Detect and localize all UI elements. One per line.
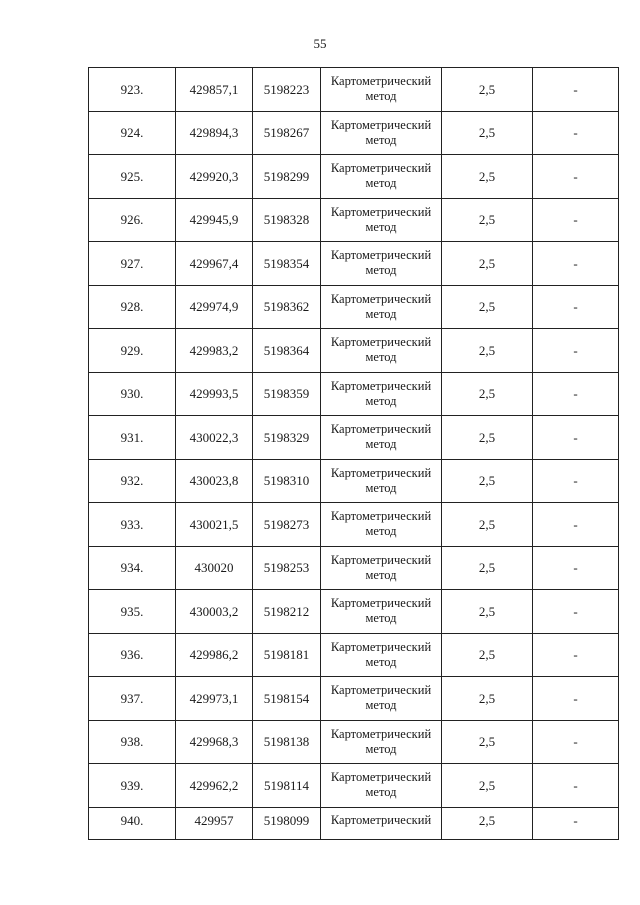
x-coordinate-cell: 429973,1 — [176, 677, 253, 721]
coordinates-table-body — [89, 68, 619, 840]
point-number-cell: 937. — [89, 677, 176, 721]
table-row — [89, 720, 619, 764]
x-coordinate-cell: 429945,9 — [176, 198, 253, 242]
point-number-cell: 933. — [89, 503, 176, 547]
x-coordinate-cell: 429986,2 — [176, 633, 253, 677]
y-coordinate-cell: 5198099 — [253, 807, 321, 839]
point-number-cell: 938. — [89, 720, 176, 764]
point-number-cell: 939. — [89, 764, 176, 808]
x-coordinate-cell: 429957 — [176, 807, 253, 839]
description-cell: - — [533, 677, 619, 721]
method-cell: Картометрический метод — [321, 590, 442, 634]
y-coordinate-cell: 5198329 — [253, 416, 321, 460]
accuracy-cell: 2,5 — [442, 198, 533, 242]
point-number-cell: 930. — [89, 372, 176, 416]
x-coordinate-cell: 429968,3 — [176, 720, 253, 764]
accuracy-cell: 2,5 — [442, 764, 533, 808]
y-coordinate-cell: 5198328 — [253, 198, 321, 242]
description-cell: - — [533, 590, 619, 634]
method-cell: Картометрический метод — [321, 111, 442, 155]
method-cell: Картометрический метод — [321, 155, 442, 199]
point-number-cell: 936. — [89, 633, 176, 677]
x-coordinate-cell: 430021,5 — [176, 503, 253, 547]
point-number-cell: 927. — [89, 242, 176, 286]
y-coordinate-cell: 5198138 — [253, 720, 321, 764]
point-number-cell: 928. — [89, 285, 176, 329]
point-number-cell: 935. — [89, 590, 176, 634]
y-coordinate-cell: 5198154 — [253, 677, 321, 721]
y-coordinate-cell: 5198212 — [253, 590, 321, 634]
x-coordinate-cell: 429974,9 — [176, 285, 253, 329]
table-row — [89, 807, 619, 839]
method-cell: Картометрический метод — [321, 764, 442, 808]
method-cell: Картометрический метод — [321, 198, 442, 242]
accuracy-cell: 2,5 — [442, 590, 533, 634]
description-cell: - — [533, 155, 619, 199]
x-coordinate-cell: 429920,3 — [176, 155, 253, 199]
description-cell: - — [533, 720, 619, 764]
y-coordinate-cell: 5198359 — [253, 372, 321, 416]
y-coordinate-cell: 5198267 — [253, 111, 321, 155]
y-coordinate-cell: 5198310 — [253, 459, 321, 503]
y-coordinate-cell: 5198299 — [253, 155, 321, 199]
method-cell: Картометрический метод — [321, 242, 442, 286]
accuracy-cell: 2,5 — [442, 329, 533, 373]
y-coordinate-cell: 5198364 — [253, 329, 321, 373]
table-row — [89, 546, 619, 590]
description-cell: - — [533, 242, 619, 286]
table-row — [89, 242, 619, 286]
accuracy-cell: 2,5 — [442, 677, 533, 721]
description-cell: - — [533, 285, 619, 329]
description-cell: - — [533, 68, 619, 112]
method-cell: Картометрический метод — [321, 329, 442, 373]
point-number-cell: 934. — [89, 546, 176, 590]
point-number-cell: 925. — [89, 155, 176, 199]
point-number-cell: 932. — [89, 459, 176, 503]
method-cell: Картометрический метод — [321, 677, 442, 721]
table-row — [89, 416, 619, 460]
accuracy-cell: 2,5 — [442, 807, 533, 839]
point-number-cell: 924. — [89, 111, 176, 155]
description-cell: - — [533, 807, 619, 839]
point-number-cell: 923. — [89, 68, 176, 112]
point-number-cell: 926. — [89, 198, 176, 242]
table-row — [89, 503, 619, 547]
method-cell: Картометрический метод — [321, 459, 442, 503]
point-number-cell: 929. — [89, 329, 176, 373]
description-cell: - — [533, 633, 619, 677]
x-coordinate-cell: 430023,8 — [176, 459, 253, 503]
table-row — [89, 372, 619, 416]
accuracy-cell: 2,5 — [442, 372, 533, 416]
coordinates-table — [88, 67, 619, 840]
x-coordinate-cell: 430022,3 — [176, 416, 253, 460]
x-coordinate-cell: 429983,2 — [176, 329, 253, 373]
y-coordinate-cell: 5198181 — [253, 633, 321, 677]
method-cell: Картометрический метод — [321, 416, 442, 460]
method-cell: Картометрический метод — [321, 285, 442, 329]
method-cell: Картометрический метод — [321, 633, 442, 677]
accuracy-cell: 2,5 — [442, 503, 533, 547]
x-coordinate-cell: 429962,2 — [176, 764, 253, 808]
table-row — [89, 68, 619, 112]
y-coordinate-cell: 5198354 — [253, 242, 321, 286]
table-row — [89, 329, 619, 373]
table-row — [89, 459, 619, 503]
x-coordinate-cell: 429993,5 — [176, 372, 253, 416]
description-cell: - — [533, 329, 619, 373]
accuracy-cell: 2,5 — [442, 155, 533, 199]
method-cell: Картометрический метод — [321, 372, 442, 416]
method-cell: Картометрический — [321, 807, 442, 839]
point-number-cell: 940. — [89, 807, 176, 839]
method-cell: Картометрический метод — [321, 546, 442, 590]
method-cell: Картометрический метод — [321, 68, 442, 112]
x-coordinate-cell: 429967,4 — [176, 242, 253, 286]
table-row — [89, 764, 619, 808]
accuracy-cell: 2,5 — [442, 285, 533, 329]
page-number: 55 — [313, 36, 327, 51]
accuracy-cell: 2,5 — [442, 633, 533, 677]
table-row — [89, 285, 619, 329]
table-row — [89, 590, 619, 634]
y-coordinate-cell: 5198273 — [253, 503, 321, 547]
x-coordinate-cell: 430020 — [176, 546, 253, 590]
method-cell: Картометрический метод — [321, 720, 442, 764]
accuracy-cell: 2,5 — [442, 242, 533, 286]
point-number-cell: 931. — [89, 416, 176, 460]
table-row — [89, 111, 619, 155]
accuracy-cell: 2,5 — [442, 416, 533, 460]
y-coordinate-cell: 5198114 — [253, 764, 321, 808]
description-cell: - — [533, 546, 619, 590]
accuracy-cell: 2,5 — [442, 459, 533, 503]
description-cell: - — [533, 111, 619, 155]
y-coordinate-cell: 5198362 — [253, 285, 321, 329]
table-row — [89, 198, 619, 242]
x-coordinate-cell: 429894,3 — [176, 111, 253, 155]
y-coordinate-cell: 5198223 — [253, 68, 321, 112]
description-cell: - — [533, 372, 619, 416]
description-cell: - — [533, 764, 619, 808]
accuracy-cell: 2,5 — [442, 546, 533, 590]
y-coordinate-cell: 5198253 — [253, 546, 321, 590]
table-row — [89, 633, 619, 677]
description-cell: - — [533, 459, 619, 503]
description-cell: - — [533, 503, 619, 547]
accuracy-cell: 2,5 — [442, 111, 533, 155]
x-coordinate-cell: 430003,2 — [176, 590, 253, 634]
table-row — [89, 677, 619, 721]
accuracy-cell: 2,5 — [442, 720, 533, 764]
description-cell: - — [533, 416, 619, 460]
x-coordinate-cell: 429857,1 — [176, 68, 253, 112]
method-cell: Картометрический метод — [321, 503, 442, 547]
description-cell: - — [533, 198, 619, 242]
accuracy-cell: 2,5 — [442, 68, 533, 112]
table-row — [89, 155, 619, 199]
